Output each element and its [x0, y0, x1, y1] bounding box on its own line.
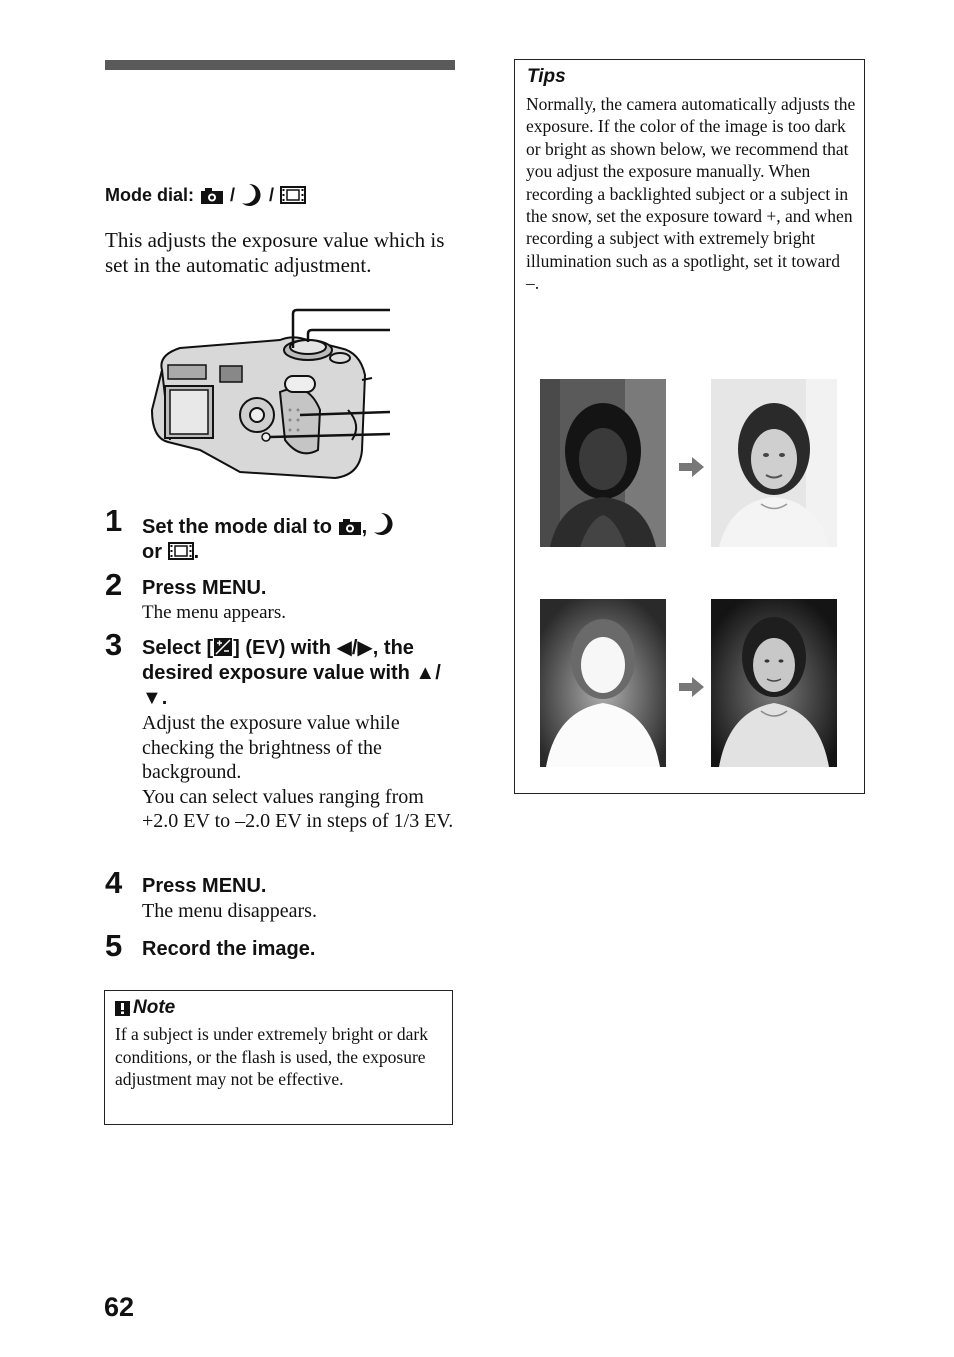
mode-separator: /	[230, 184, 236, 205]
film-icon	[168, 541, 194, 561]
step-description: The menu disappears.	[142, 900, 317, 922]
tips-box	[514, 59, 865, 794]
mode-dial-line	[105, 183, 306, 207]
step-number: 4	[105, 865, 123, 900]
note-box	[104, 990, 453, 1125]
camera-illustration	[140, 300, 395, 490]
step-3	[105, 627, 460, 834]
step-description: The menu appears.	[142, 602, 287, 623]
film-icon	[280, 185, 306, 205]
step-title: Record the image.	[142, 938, 316, 960]
note-title: Note	[115, 997, 442, 1019]
step-1	[105, 503, 460, 565]
note-text: If a subject is under extremely bright or dark conditions, or the flash is used, the exposure adjustment may not be effective.	[115, 1024, 428, 1089]
step-number: 2	[105, 567, 123, 602]
moon-icon	[373, 512, 395, 536]
intro-text: This adjusts the exposure value which is set in the automatic adjustment.	[105, 228, 445, 277]
step-title: Select [ ] (EV) with ◀/▶, the desired exposure value with ▲/▼.	[142, 637, 441, 709]
step-number: 3	[105, 627, 123, 662]
arrow-right-icon	[679, 455, 705, 479]
page-number: 62	[104, 1292, 135, 1322]
camera-icon	[200, 186, 224, 205]
step-4	[105, 865, 460, 924]
photo-underexposed	[540, 379, 666, 547]
mode-separator: /	[269, 184, 275, 205]
step-title: Press MENU.	[142, 875, 267, 897]
step-description-range: You can select values ranging from +2.0 EV to –2.0 EV in steps of 1/3 EV.	[142, 785, 454, 833]
mode-dial-label: Mode dial:	[105, 184, 194, 205]
arrow-right-icon	[679, 675, 705, 699]
photo-corrected-dark	[711, 599, 837, 767]
tips-text: Normally, the camera automatically adjusts the exposure. If the color of the image is too dark or bright as shown below, we recommend that you adjust the exposure manually. When recording a backlighted subject or a subject in the snow, set the exposure toward +, and when recording a subject with extremely bright illumination such as a spotlight, set it toward –.	[526, 94, 856, 294]
step-title: Press MENU.	[142, 577, 267, 599]
moon-icon	[241, 183, 263, 207]
photo-corrected-bright	[711, 379, 837, 547]
header-rule	[105, 60, 455, 70]
step-number: 5	[105, 928, 123, 963]
note-icon	[115, 1001, 130, 1016]
step-description: Adjust the exposure value while checking the brightness of the background.	[142, 712, 400, 784]
camera-icon	[338, 517, 362, 536]
photo-overexposed	[540, 599, 666, 767]
step-2	[105, 567, 460, 625]
step-number: 1	[105, 503, 123, 538]
step-5	[105, 928, 460, 963]
tips-title: Tips	[527, 66, 566, 87]
step-title: Set the mode dial to , or .	[142, 512, 460, 565]
exposure-icon	[213, 637, 233, 657]
